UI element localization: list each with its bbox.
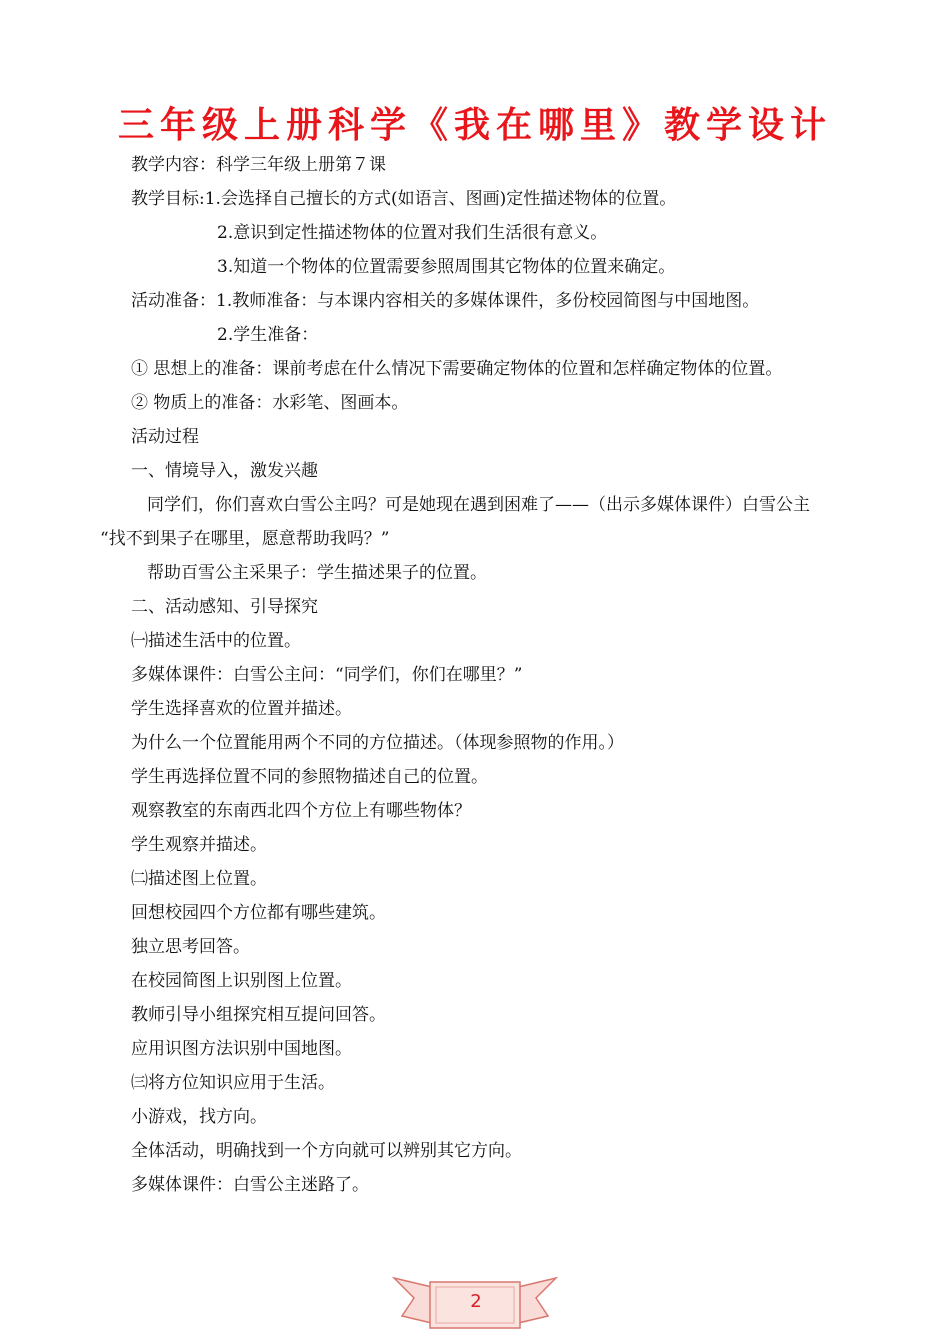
body-line: 回想校园四个方位都有哪些建筑。 bbox=[131, 903, 386, 923]
activity-prep-line-2: 2.学生准备： bbox=[217, 325, 319, 345]
document-body bbox=[100, 148, 871, 1202]
paragraph-intro-line-2: “找不到果子在哪里，愿意帮助我吗？” bbox=[100, 529, 390, 549]
body-line: 独立思考回答。 bbox=[131, 937, 250, 957]
prep-item-thought: ① 思想上的准备：课前考虑在什么情况下需要确定物体的位置和怎样确定物体的位置。 bbox=[131, 359, 783, 379]
body-line: 应用识图方法识别中国地图。 bbox=[131, 1039, 352, 1059]
subsection-1-heading: ㈠描述生活中的位置。 bbox=[131, 631, 301, 651]
activity-process-heading: 活动过程 bbox=[131, 427, 199, 447]
body-line: 学生再选择位置不同的参照物描述自己的位置。 bbox=[131, 767, 488, 787]
body-line: 多媒体课件：白雪公主问：“同学们，你们在哪里？” bbox=[131, 665, 523, 685]
body-line: 在校园简图上识别图上位置。 bbox=[131, 971, 352, 991]
prep-item-material: ② 物质上的准备：水彩笔、图画本。 bbox=[131, 393, 409, 413]
teaching-goal-line-2: 2.意识到定性描述物体的位置对我们生活很有意义。 bbox=[217, 223, 608, 243]
subsection-3-heading: ㈢将方位知识应用于生活。 bbox=[131, 1073, 335, 1093]
body-line: 小游戏，找方向。 bbox=[131, 1107, 267, 1127]
body-line: 为什么一个位置能用两个不同的方位描述。（体现参照物的作用。） bbox=[131, 733, 624, 753]
document-title: 三年级上册科学《我在哪里》教学设计 bbox=[117, 105, 832, 146]
teaching-content-line: 教学内容：科学三年级上册第７课 bbox=[131, 155, 386, 175]
section-1-heading: 一、情境导入，激发兴趣 bbox=[131, 461, 318, 481]
teaching-goal-line-3: 3.知道一个物体的位置需要参照周围其它物体的位置来确定。 bbox=[217, 257, 676, 277]
body-line: 观察教室的东南西北四个方位上有哪些物体？ bbox=[131, 801, 471, 821]
body-line: 学生观察并描述。 bbox=[131, 835, 267, 855]
section-2-heading: 二、活动感知、引导探究 bbox=[131, 597, 318, 617]
body-line: 学生选择喜欢的位置并描述。 bbox=[131, 699, 352, 719]
activity-prep-line-1: 活动准备：1.教师准备：与本课内容相关的多媒体课件，多份校园简图与中国地图。 bbox=[131, 291, 760, 311]
body-line: 教师引导小组探究相互提问回答。 bbox=[131, 1005, 386, 1025]
teaching-goal-line-1: 教学目标:1.会选择自己擅长的方式(如语言、图画)定性描述物体的位置。 bbox=[131, 189, 677, 209]
body-line: 全体活动，明确找到一个方向就可以辨别其它方向。 bbox=[131, 1141, 522, 1161]
paragraph-help-line: 帮助百雪公主采果子：学生描述果子的位置。 bbox=[147, 563, 487, 583]
subsection-2-heading: ㈡描述图上位置。 bbox=[131, 869, 267, 889]
page-number: 2 bbox=[470, 1291, 482, 1312]
paragraph-intro-line-1: 同学们，你们喜欢白雪公主吗？可是她现在遇到困难了——（出示多媒体课件）白雪公主 bbox=[147, 495, 810, 515]
body-line: 多媒体课件：白雪公主迷路了。 bbox=[131, 1175, 369, 1195]
